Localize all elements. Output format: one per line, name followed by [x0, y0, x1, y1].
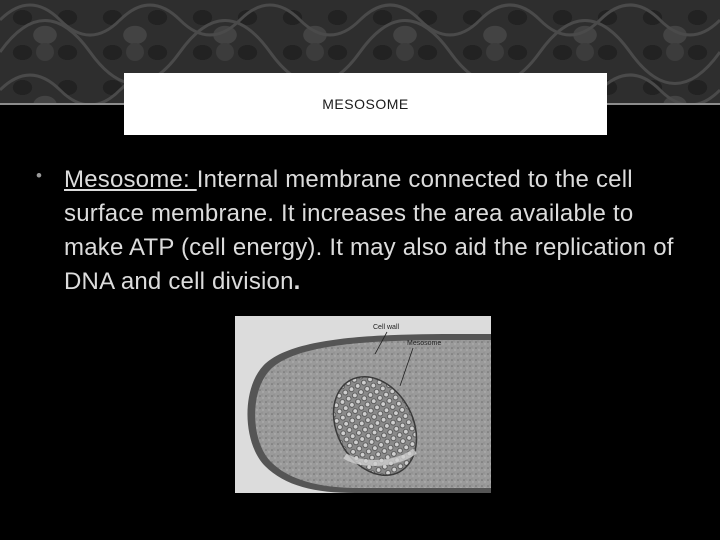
- bullet-text: [64, 163, 676, 299]
- slide-title: MESOSOME: [322, 96, 409, 112]
- bullet-definition: Internal membrane connected to the cell surface membrane. It increases the area available to make ATP (cell energy). It may also aid the replication of DNA and cell division: [64, 166, 674, 295]
- mesosome-micrograph-image: [235, 316, 491, 493]
- bullet-item: [36, 163, 676, 299]
- micrograph-drawing: [235, 316, 491, 493]
- bullet-term: Mesosome:: [64, 166, 197, 193]
- bullet-dot-icon: •: [36, 166, 42, 185]
- label-mesosome: Mesosome: [407, 340, 442, 347]
- label-cell-wall: Cell wall: [373, 324, 400, 331]
- title-box: [124, 73, 607, 135]
- bullet-period: .: [293, 268, 301, 295]
